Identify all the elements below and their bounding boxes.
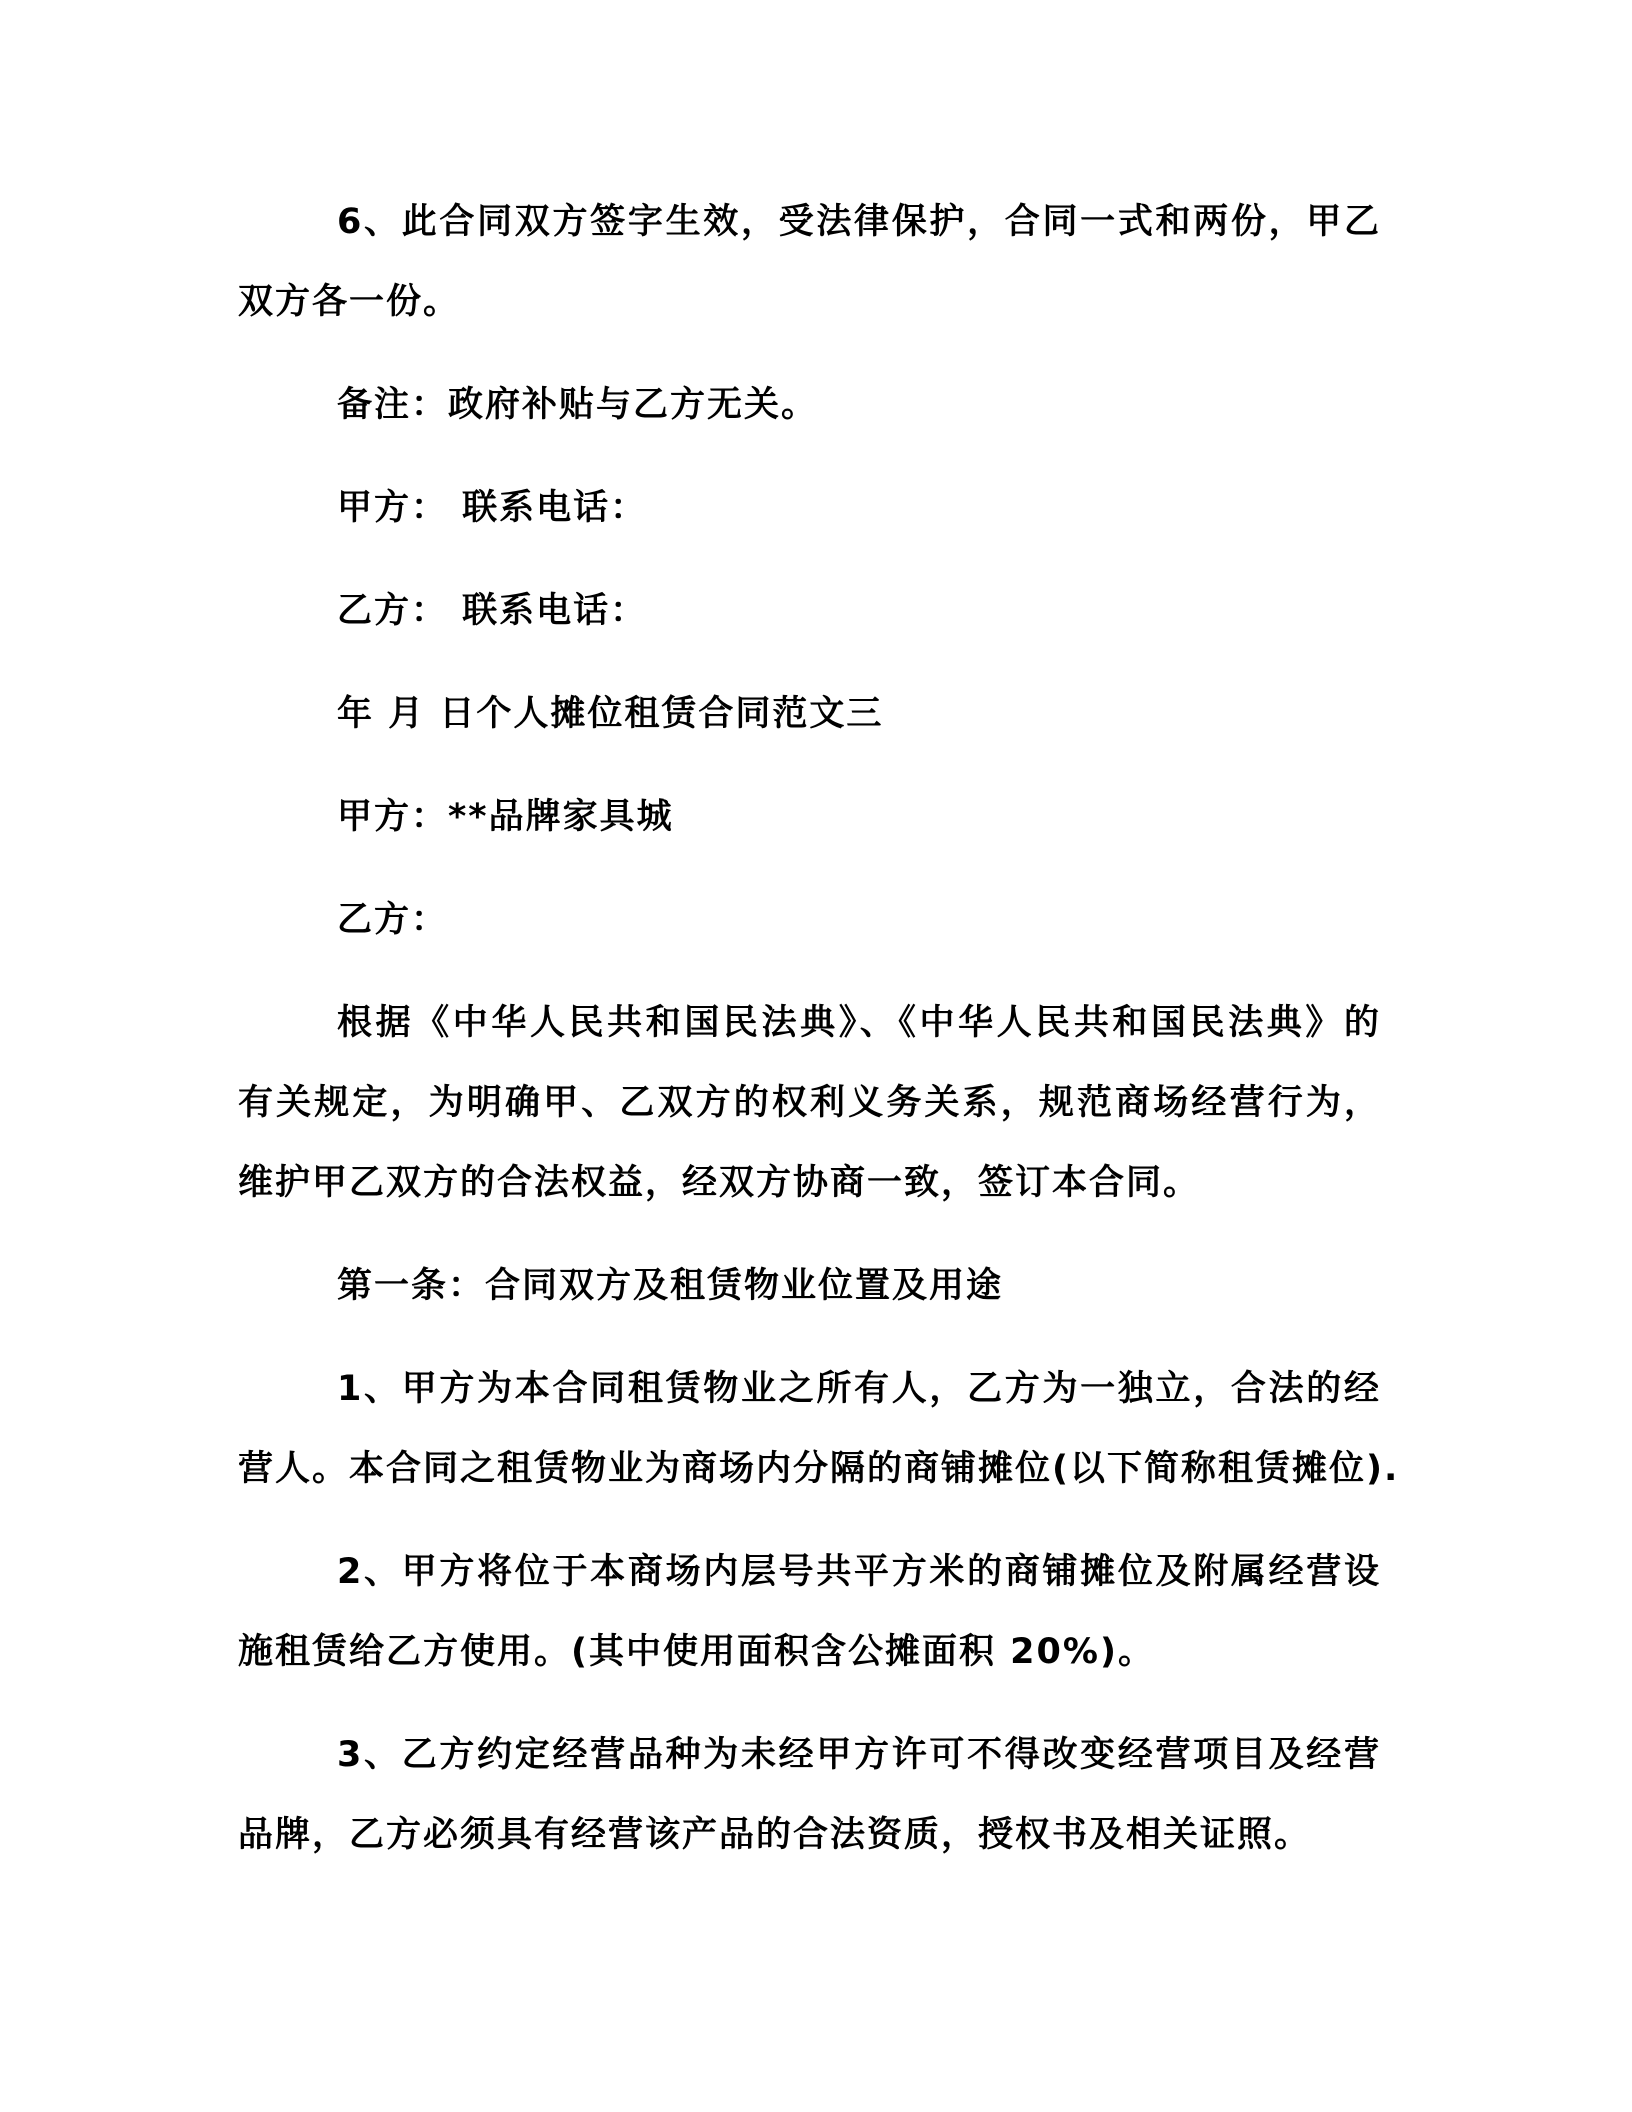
text-line: 3、乙方约定经营品种为未经甲方许可不得改变经营项目及经营 [337,1735,1381,1775]
text-line: 6、此合同双方签字生效，受法律保护，合同一式和两份，甲乙 [337,202,1381,242]
text-line: 根据《中华人民共和国民法典》、《中华人民共和国民法典》的 [337,1003,1381,1043]
document-body [238,182,1400,1898]
text-line: 营人。本合同之租赁物业为商场内分隔的商铺摊位(以下简称租赁摊位). [238,1449,1400,1489]
paragraph-article-1-heading [238,1246,1381,1326]
text-line: 品牌，乙方必须具有经营该产品的合法资质，授权书及相关证照。 [238,1815,1312,1855]
paragraph-party-b-contact [238,571,1381,651]
paragraph-article-1-item-2 [238,1532,1381,1692]
text-line: 维护甲乙双方的合法权益，经双方协商一致，签订本合同。 [238,1163,1201,1203]
text-line: 2、甲方将位于本商场内层号共平方米的商铺摊位及附属经营设 [337,1552,1381,1592]
text-line: 备注：政府补贴与乙方无关。 [337,385,819,425]
paragraph-article-1-item-1 [238,1349,1400,1509]
paragraph-article-1-item-3 [238,1715,1381,1875]
text-line: 双方各一份。 [238,282,461,322]
paragraph-clause-6 [238,182,1381,342]
text-line: 有关规定，为明确甲、乙双方的权利义务关系，规范商场经营行为， [238,1083,1381,1123]
text-line: 乙方： 联系电话： [337,591,648,631]
paragraph-party-a [238,777,1381,857]
text-line: 第一条：合同双方及租赁物业位置及用途 [337,1266,1004,1306]
text-line: 甲方： 联系电话： [337,488,648,528]
paragraph-preamble [238,983,1381,1223]
text-line: 年 月 日个人摊位租赁合同范文三 [337,694,884,734]
paragraph-party-a-contact [238,468,1381,548]
text-line: 1、甲方为本合同租赁物业之所有人，乙方为一独立，合法的经 [337,1369,1381,1409]
paragraph-date-and-title [238,674,1381,754]
text-line: 甲方：**品牌家具城 [337,797,674,837]
paragraph-remark [238,365,1381,445]
text-line: 乙方： [337,900,449,940]
paragraph-party-b [238,880,1381,960]
text-line: 施租赁给乙方使用。(其中使用面积含公摊面积 20%)。 [238,1632,1155,1672]
